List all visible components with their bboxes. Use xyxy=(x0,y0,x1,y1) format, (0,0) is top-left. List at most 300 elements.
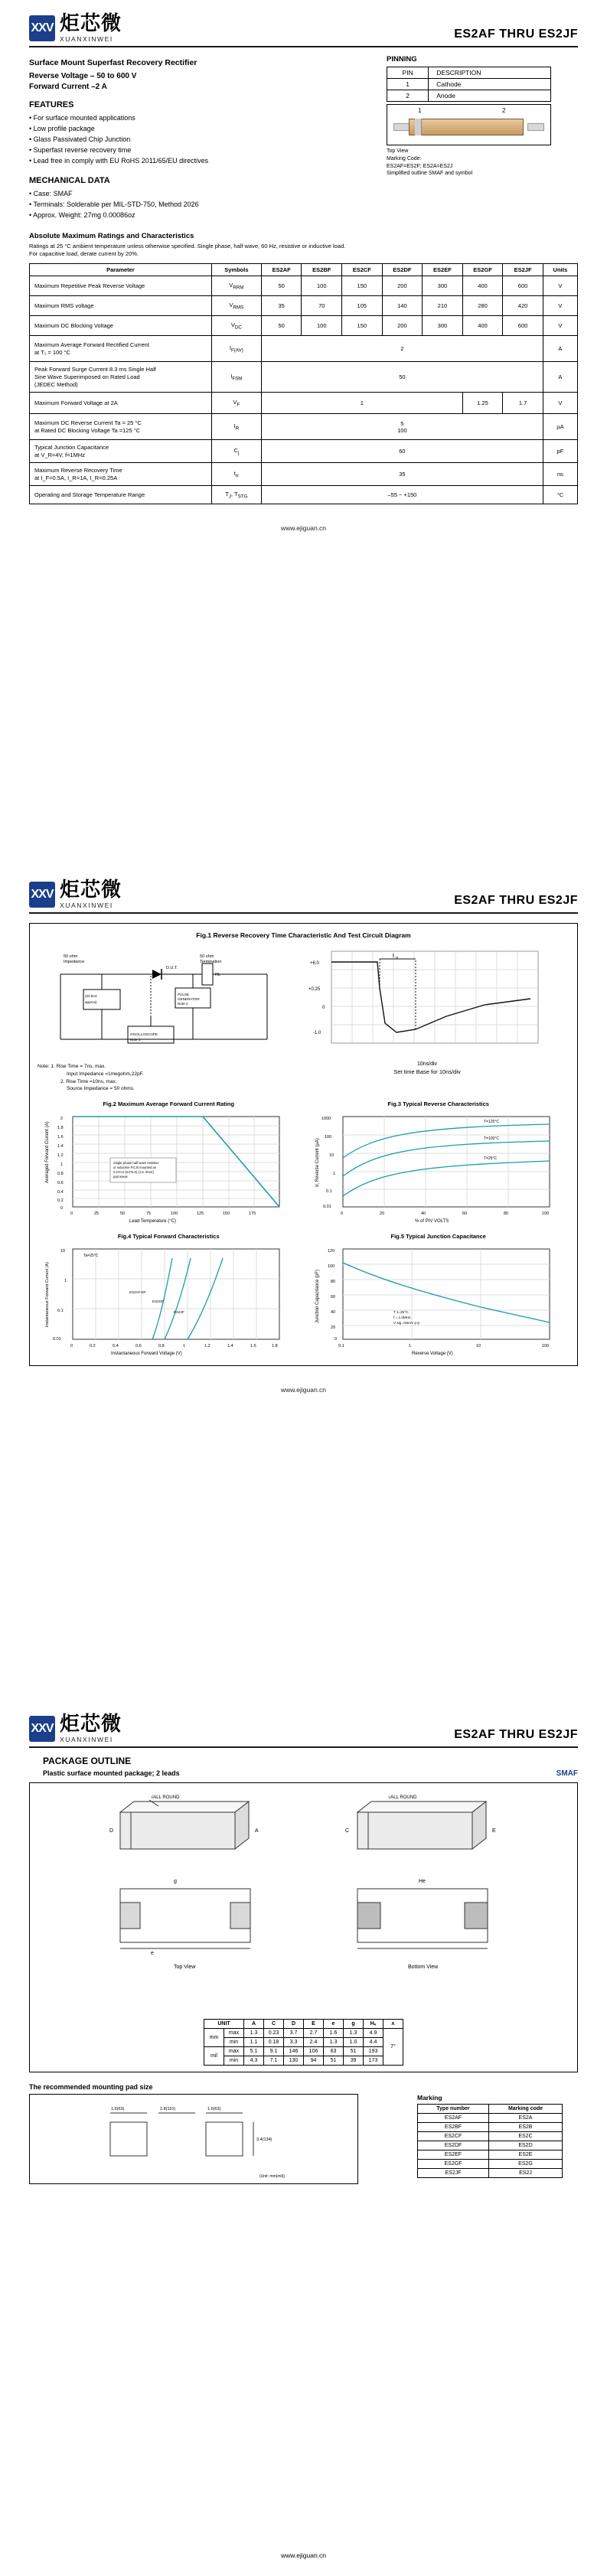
marking-section xyxy=(417,2094,578,2178)
cell-unit: V xyxy=(543,316,577,336)
row-parameter: Operating and Storage Temperature Range xyxy=(30,486,212,504)
cell-value: 51 xyxy=(324,2056,344,2066)
ratings-heading: Absolute Maximum Ratings and Characteristics xyxy=(29,231,194,240)
cell-unit: µA xyxy=(543,414,577,440)
fig4 xyxy=(38,1233,300,1358)
svg-text:ES2GF: ES2GF xyxy=(152,1299,165,1303)
svg-text:50: 50 xyxy=(120,1211,126,1216)
cell-value: 1.7 xyxy=(503,393,543,414)
page-title: ES2AF THRU ES2JF xyxy=(454,894,578,907)
svg-text:1.2: 1.2 xyxy=(204,1344,210,1348)
svg-text:+6.0: +6.0 xyxy=(310,961,319,966)
svg-text:1.6(63): 1.6(63) xyxy=(111,2107,125,2111)
cell-value: 100 xyxy=(302,316,342,336)
cell-value: 200 xyxy=(382,316,423,336)
table-row xyxy=(204,2038,403,2047)
col-units: Units xyxy=(543,264,577,276)
fig5 xyxy=(308,1233,570,1358)
cell-value: 600 xyxy=(503,276,543,296)
param-line: at V_R=4V, f=1MHz xyxy=(34,451,86,458)
cell-value: 280 xyxy=(462,296,503,316)
cell-unit: A xyxy=(543,336,577,362)
list-item: • Superfast reverse recovery time xyxy=(29,145,358,156)
svg-text:Bottom View: Bottom View xyxy=(408,1965,439,1970)
svg-text:1.2: 1.2 xyxy=(57,1153,64,1158)
fig3-title: Fig.3 Typical Reverse Characteristics xyxy=(387,1101,489,1107)
cell-code: ES2B xyxy=(489,2123,563,2132)
svg-text:0: 0 xyxy=(334,1337,337,1342)
svg-text:0.8: 0.8 xyxy=(57,1172,64,1176)
cell-value: 4.3 xyxy=(244,2056,264,2066)
cell-value: 150 xyxy=(342,276,383,296)
pin-number: 1 xyxy=(387,79,429,90)
svg-text:t: t xyxy=(393,954,394,959)
table-row xyxy=(30,440,578,463)
cell-value: 50 xyxy=(261,316,302,336)
row-label: max xyxy=(224,2047,244,2056)
svg-text:GENERATOR: GENERATOR xyxy=(178,997,200,1001)
logo-text-english: XUANXINWEI xyxy=(60,1736,113,1743)
company-logo xyxy=(29,880,122,909)
row-symbol: $I_{F(AV)}$ xyxy=(211,336,261,362)
table-row xyxy=(418,2169,563,2178)
param-line: Maximum Reverse Recovery Time xyxy=(34,466,122,474)
cell-value: 39 xyxy=(344,2056,364,2066)
svg-text:2: 2 xyxy=(60,1117,64,1121)
waveform-caption: Set time Base for 10ns/div xyxy=(393,1068,461,1075)
list-item: • Glass Passivated Chip Junction xyxy=(29,135,358,145)
fig3-chart-svg xyxy=(308,1110,568,1225)
symbol-subscript: F xyxy=(237,402,240,408)
package-note-line: Simplified outline SMAF and symbol xyxy=(387,171,473,177)
svg-text:1: 1 xyxy=(64,1279,67,1283)
cell-value-span xyxy=(261,414,543,440)
svg-text:1: 1 xyxy=(408,1344,411,1348)
note-line: Note: 1. Rise Time = 7ns, max. xyxy=(38,1064,106,1069)
pinning-table xyxy=(387,67,551,102)
svg-text:0.6: 0.6 xyxy=(57,1181,64,1185)
cell-unit: °C xyxy=(543,486,577,504)
svg-text:T=125°C: T=125°C xyxy=(483,1120,499,1124)
cell-value: 3.3 xyxy=(284,2038,304,2047)
package-outline-heading: PACKAGE OUTLINE xyxy=(43,1756,132,1766)
mechanical-data-heading: MECHANICAL DATA xyxy=(29,175,110,185)
pinning-heading: PINNING xyxy=(387,55,417,64)
package-lead-right xyxy=(527,123,544,131)
svg-text:PULSE: PULSE xyxy=(178,993,190,996)
cell-value: 300 xyxy=(423,316,463,336)
row-symbol: $t_{rr}$ xyxy=(211,463,261,486)
cell-value: 3.7 xyxy=(284,2029,304,2038)
svg-text:0.1: 0.1 xyxy=(57,1309,64,1313)
page-2 xyxy=(0,834,607,1668)
package-note-line: ES2AF=ES2F; ES2A=ES2J xyxy=(387,163,453,169)
cell-type: ES2BF xyxy=(418,2123,489,2132)
cell-value: 35 xyxy=(261,296,302,316)
footer-url: www.ejiguan.cn xyxy=(280,2552,327,2559)
cell-value: 4.9 xyxy=(364,2029,383,2038)
logo-text-chinese: 炬芯微 xyxy=(60,1713,122,1736)
svg-text:50 ohm: 50 ohm xyxy=(64,954,78,959)
svg-text:0.1: 0.1 xyxy=(325,1189,332,1194)
package-lead-left xyxy=(393,123,410,131)
cell-value: 9.1 xyxy=(264,2047,284,2056)
svg-text:1.8: 1.8 xyxy=(272,1344,278,1348)
cell-code: ES2C xyxy=(489,2132,563,2141)
svg-text:10: 10 xyxy=(475,1344,481,1348)
cell-unit: V xyxy=(543,276,577,296)
svg-text:Instantaneous Forward Voltage: Instantaneous Forward Voltage (V) xyxy=(111,1352,182,1356)
svg-text:e: e xyxy=(151,1951,154,1956)
table-row xyxy=(30,296,578,316)
svg-text:Impedance: Impedance xyxy=(64,960,85,964)
cell-value: 100 xyxy=(302,276,342,296)
cell-type: ES2CF xyxy=(418,2132,489,2141)
svg-text:Single phase half wave resisti: Single phase half wave resistive xyxy=(113,1161,159,1165)
package-cathode-band xyxy=(415,119,422,135)
svg-text:Ta=25°C: Ta=25°C xyxy=(83,1254,99,1258)
svg-text:Junction Capacitance (pF): Junction Capacitance (pF) xyxy=(315,1269,320,1323)
svg-text:f = 1.0MHz,: f = 1.0MHz, xyxy=(393,1316,412,1319)
cell-value: 50 xyxy=(261,276,302,296)
svg-text:120: 120 xyxy=(327,1249,335,1254)
footer-url: www.ejiguan.cn xyxy=(280,1386,327,1394)
cell-type: ES2GF xyxy=(418,2160,489,2169)
svg-text:OSCILLOSCOPE: OSCILLOSCOPE xyxy=(130,1032,158,1036)
cell-value: 5.1 xyxy=(244,2047,264,2056)
package-drawing-svg xyxy=(36,1789,572,2019)
table-header-row xyxy=(30,264,578,276)
row-symbol: $V_{RRM}$ xyxy=(211,276,261,296)
table-row xyxy=(387,90,551,102)
col-es2bf: ES2BF xyxy=(302,264,342,276)
intro-section xyxy=(29,55,578,221)
col-es2cf: ES2CF xyxy=(342,264,383,276)
table-row xyxy=(387,79,551,90)
cell-value: 63 xyxy=(324,2047,344,2056)
svg-text:A: A xyxy=(255,1828,259,1834)
param-line: Typical Junction Capacitance xyxy=(34,443,109,451)
svg-text:50 ohm: 50 ohm xyxy=(200,954,214,959)
svg-text:Termination: Termination xyxy=(200,960,222,964)
package-note-line: Top View xyxy=(387,148,409,154)
product-subtitle: Surface Mount Superfast Recovery Rectifier xyxy=(29,58,197,67)
svg-text:E: E xyxy=(492,1828,496,1834)
svg-text:Ir, Reverse Current (µA): Ir, Reverse Current (µA) xyxy=(315,1138,320,1187)
svg-text:Instantaneous Forward Current: Instantaneous Forward Current (A) xyxy=(45,1262,50,1327)
circuit-svg xyxy=(38,944,290,1058)
svg-text:20: 20 xyxy=(379,1211,384,1216)
page-3 xyxy=(0,1668,607,2576)
list-item: • For surface mounted applications xyxy=(29,113,358,124)
svg-text:0.4: 0.4 xyxy=(113,1344,119,1348)
cell-value: 2.7 xyxy=(304,2029,324,2038)
svg-text:1: 1 xyxy=(60,1162,64,1167)
cell-value-line: 100 xyxy=(397,426,407,434)
cell-type: ES2EF xyxy=(418,2150,489,2160)
svg-text:1.6: 1.6 xyxy=(57,1135,64,1140)
svg-text:+0.25: +0.25 xyxy=(308,987,321,992)
fig4-chart-svg xyxy=(38,1243,298,1358)
param-line: at I_F=0.5A, I_R=1A, I_R=0.25A xyxy=(34,474,118,481)
document-header xyxy=(29,14,578,47)
table-row xyxy=(204,2047,403,2056)
symbol-subscript: DC xyxy=(234,324,242,331)
svg-text:0.2: 0.2 xyxy=(57,1198,64,1203)
cell-value: 1.3 xyxy=(324,2038,344,2047)
row-symbol: $I_R$ xyxy=(211,414,261,440)
svg-text:40: 40 xyxy=(420,1211,426,1216)
cell-value: 106 xyxy=(304,2047,324,2056)
cell-value: 300 xyxy=(423,276,463,296)
row-symbol: $V_F$ xyxy=(211,393,261,414)
row-parameter: Maximum DC Blocking Voltage xyxy=(30,316,212,336)
table-row xyxy=(418,2132,563,2141)
package-pin-2-label: 2 xyxy=(502,107,506,114)
package-note-line: Marking Code: xyxy=(387,155,422,161)
svg-text:ES2JF: ES2JF xyxy=(174,1310,184,1314)
col-es2df: ES2DF xyxy=(382,264,423,276)
outline-drawing-frame xyxy=(29,1782,578,2072)
cell-code: ES2G xyxy=(489,2160,563,2169)
param-line: (JEDEC Method) xyxy=(34,380,78,388)
ratings-note-line: Ratings at 25 °C ambient temperature unless otherwise specified. Single phase, half wave, 60 Hz, resistive or inductive load. xyxy=(29,242,346,249)
logo-text-chinese: 炬芯微 xyxy=(60,879,122,902)
svg-text:100: 100 xyxy=(324,1135,331,1140)
ratings-note-line: For capacitive load, derate current by 20%. xyxy=(29,250,139,258)
svg-text:T J=25°C,: T J=25°C, xyxy=(393,1310,410,1314)
row-parameter: Maximum RMS voltage xyxy=(30,296,212,316)
cell-type: ES2AF xyxy=(418,2114,489,2123)
svg-text:1: 1 xyxy=(183,1344,186,1348)
svg-text:1000: 1000 xyxy=(321,1117,331,1121)
svg-text:Note 1: Note 1 xyxy=(130,1038,141,1042)
svg-text:0.2×0.2 (5.0*5.0) (1.6 .0mm): 0.2×0.2 (5.0*5.0) (1.6 .0mm) xyxy=(113,1170,154,1174)
svg-text:60: 60 xyxy=(462,1211,467,1216)
svg-text:(20 kHz: (20 kHz xyxy=(85,994,97,998)
svg-text:60: 60 xyxy=(330,1295,335,1299)
svg-text:He: He xyxy=(419,1879,426,1884)
cell-value: 400 xyxy=(462,276,503,296)
svg-text:75: 75 xyxy=(146,1211,152,1216)
cell-unit: A xyxy=(543,362,577,393)
pin-number: 2 xyxy=(387,90,429,102)
table-row xyxy=(30,393,578,414)
svg-text:D.U.T.: D.U.T. xyxy=(166,966,178,970)
table-row xyxy=(30,336,578,362)
svg-text:1.6: 1.6 xyxy=(250,1344,256,1348)
svg-text:40: 40 xyxy=(330,1310,335,1315)
list-item: • Terminals: Solderable per MIL-STD-750, Method 2026 xyxy=(29,200,358,210)
spec-forward-current: Forward Current –2 A xyxy=(29,83,107,91)
svg-text:2.8(110): 2.8(110) xyxy=(160,2107,176,2111)
cell-value: 105 xyxy=(342,296,383,316)
note-line: Input Impedance =1megohm,22pF. xyxy=(67,1071,144,1077)
svg-text:1.4: 1.4 xyxy=(57,1144,64,1149)
package-outline-subtitle: Plastic surface mounted package; 2 leads xyxy=(43,1769,180,1777)
svg-text:0: 0 xyxy=(340,1211,343,1216)
logo-text-english: XUANXINWEI xyxy=(60,902,113,909)
spec-reverse-voltage: Reverse Voltage – 50 to 600 V xyxy=(29,72,137,80)
col-g: g xyxy=(344,2020,364,2029)
features-list xyxy=(29,113,358,167)
footer-url: www.ejiguan.cn xyxy=(280,524,327,533)
svg-text:(Unit: mm(mil)): (Unit: mm(mil)) xyxy=(259,2174,286,2179)
table-row xyxy=(418,2160,563,2169)
table-row xyxy=(30,414,578,440)
svg-text:T=100°C: T=100°C xyxy=(483,1136,499,1141)
cell-value: 70 xyxy=(302,296,342,316)
symbol-subscript: RRM xyxy=(233,285,244,291)
cell-code: ES2E xyxy=(489,2150,563,2160)
document-header xyxy=(29,880,578,914)
symbol-subscript: RMS xyxy=(233,305,244,311)
package-outline-figure xyxy=(387,104,551,145)
col-he: Hₑ xyxy=(364,2020,383,2029)
svg-text:100: 100 xyxy=(171,1211,178,1216)
mechanical-data-list xyxy=(29,189,358,221)
svg-text:% of PIV VOLTS: % of PIV VOLTS xyxy=(414,1219,449,1224)
svg-text:ES2AF-EF: ES2AF-EF xyxy=(129,1290,146,1294)
waveform-div-label: 10ns/div xyxy=(416,1061,438,1067)
mounting-pad-svg xyxy=(30,2095,351,2183)
svg-text:0.6: 0.6 xyxy=(135,1344,142,1348)
svg-text:approx): approx) xyxy=(85,1000,97,1004)
cell-type: ES2JF xyxy=(418,2169,489,2178)
cell-value: 193 xyxy=(364,2047,383,2056)
col-parameter: Parameter xyxy=(30,264,212,276)
cell-value: 1.3 xyxy=(344,2029,364,2038)
table-row xyxy=(418,2141,563,2150)
cell-type: ES2DF xyxy=(418,2141,489,2150)
table-row xyxy=(30,486,578,504)
cell-value-span: 35 xyxy=(261,463,543,486)
cell-unit: V xyxy=(543,296,577,316)
param-line: Sine Wave Superimposed on Rated Load xyxy=(34,373,140,380)
note-line: Source Impedance = 50 ohms. xyxy=(67,1086,135,1092)
svg-text:C: C xyxy=(345,1828,350,1834)
symbol-subscript: J xyxy=(228,494,231,500)
svg-text:100: 100 xyxy=(541,1344,549,1348)
row-symbol: $V_{DC}$ xyxy=(211,316,261,336)
symbol-subscript: STG xyxy=(237,494,248,500)
svg-text:RL: RL xyxy=(215,973,221,977)
fig5-title: Fig.5 Typical Junction Capacitance xyxy=(390,1233,486,1240)
symbol-subscript: j xyxy=(237,450,240,456)
marking-table xyxy=(417,2104,563,2178)
cell-value: 150 xyxy=(342,316,383,336)
cell-value: 420 xyxy=(503,296,543,316)
table-header-row xyxy=(387,67,551,79)
list-item: • Case: SMAF xyxy=(29,189,358,200)
svg-text:10: 10 xyxy=(60,1249,66,1254)
row-symbol: $V_{RMS}$ xyxy=(211,296,261,316)
svg-text:0.2: 0.2 xyxy=(90,1344,96,1348)
features-heading: FEATURES xyxy=(29,100,74,109)
symbol-subscript: R xyxy=(235,426,240,432)
table-row xyxy=(30,316,578,336)
fig1-notes xyxy=(38,1063,290,1093)
svg-text:150: 150 xyxy=(223,1211,230,1216)
table-row xyxy=(30,276,578,296)
row-parameter xyxy=(30,362,212,393)
table-row xyxy=(418,2123,563,2132)
svg-text:pad areas: pad areas xyxy=(113,1175,128,1179)
svg-text:T=25°C: T=25°C xyxy=(483,1156,497,1161)
pinning-section xyxy=(387,55,578,221)
col-es2gf: ES2GF xyxy=(462,264,503,276)
svg-text:0: 0 xyxy=(322,1006,325,1010)
row-parameter xyxy=(30,463,212,486)
svg-text:1: 1 xyxy=(332,1172,335,1176)
col-unit: UNIT xyxy=(204,2020,244,2029)
svg-text:100: 100 xyxy=(541,1211,549,1216)
company-logo xyxy=(29,1714,122,1743)
logo-mark-icon: XXV xyxy=(29,882,55,908)
svg-text:Note 2: Note 2 xyxy=(178,1002,188,1006)
svg-text:80: 80 xyxy=(330,1280,335,1284)
fig1-circuit-diagram xyxy=(38,944,290,1093)
row-parameter xyxy=(30,336,212,362)
symbol-subscript: FSM xyxy=(232,376,243,382)
page-1 xyxy=(0,0,607,834)
cell-value: 0.23 xyxy=(264,2029,284,2038)
page-title: ES2AF THRU ES2JF xyxy=(454,1728,578,1741)
col-es2jf: ES2JF xyxy=(503,264,543,276)
logo-mark-icon: XXV xyxy=(29,15,55,41)
svg-text:10: 10 xyxy=(328,1153,334,1158)
cell-value: 173 xyxy=(364,2056,383,2066)
row-parameter xyxy=(30,414,212,440)
ratings-note xyxy=(29,243,578,259)
package-body xyxy=(409,119,524,135)
logo-mark-icon: XXV xyxy=(29,1716,55,1742)
logo-text-english: XUANXINWEI xyxy=(60,35,113,43)
svg-text:3.4(134): 3.4(134) xyxy=(256,2137,272,2142)
svg-text:0: 0 xyxy=(70,1344,73,1348)
col-es2ef: ES2EF xyxy=(423,264,463,276)
figure-row-1 xyxy=(38,1101,569,1225)
svg-text:D: D xyxy=(109,1828,114,1834)
svg-text:0: 0 xyxy=(70,1211,73,1216)
company-logo xyxy=(29,14,122,43)
svg-text:0.01: 0.01 xyxy=(53,1337,61,1342)
fig4-title: Fig.4 Typical Forward Characteristics xyxy=(117,1233,220,1240)
table-header-row xyxy=(204,2020,403,2029)
svg-text:125: 125 xyxy=(197,1211,204,1216)
list-item: • Lead free in comply with EU RoHS 2011/65/EU directives xyxy=(29,156,358,167)
cell-value: 200 xyxy=(382,276,423,296)
table-row xyxy=(418,2150,563,2160)
cell-value: 600 xyxy=(503,316,543,336)
note-line: 2. Rise Time =10ns, max, xyxy=(60,1078,117,1084)
svg-text:√ALL ROUND: √ALL ROUND xyxy=(151,1795,180,1800)
table-row xyxy=(418,2114,563,2123)
cell-value: 94 xyxy=(304,2056,324,2066)
cell-value: 1.1 xyxy=(244,2038,264,2047)
col-type-number: Type number xyxy=(418,2105,489,2114)
cell-unit: pF xyxy=(543,440,577,463)
fig2-chart-svg xyxy=(38,1110,298,1225)
row-parameter: Maximum Repetitive Peak Reverse Voltage xyxy=(30,276,212,296)
list-item: • Approx. Weight: 27mg 0.00086oz xyxy=(29,210,358,221)
svg-text:√ALL ROUND: √ALL ROUND xyxy=(388,1795,417,1800)
cell-value: 210 xyxy=(423,296,463,316)
svg-text:V sig =50mV p-p: V sig =50mV p-p xyxy=(393,1321,419,1325)
package-pin-1-label: 1 xyxy=(418,107,422,114)
row-parameter xyxy=(30,440,212,463)
col-angle: ʌ xyxy=(383,2020,403,2029)
